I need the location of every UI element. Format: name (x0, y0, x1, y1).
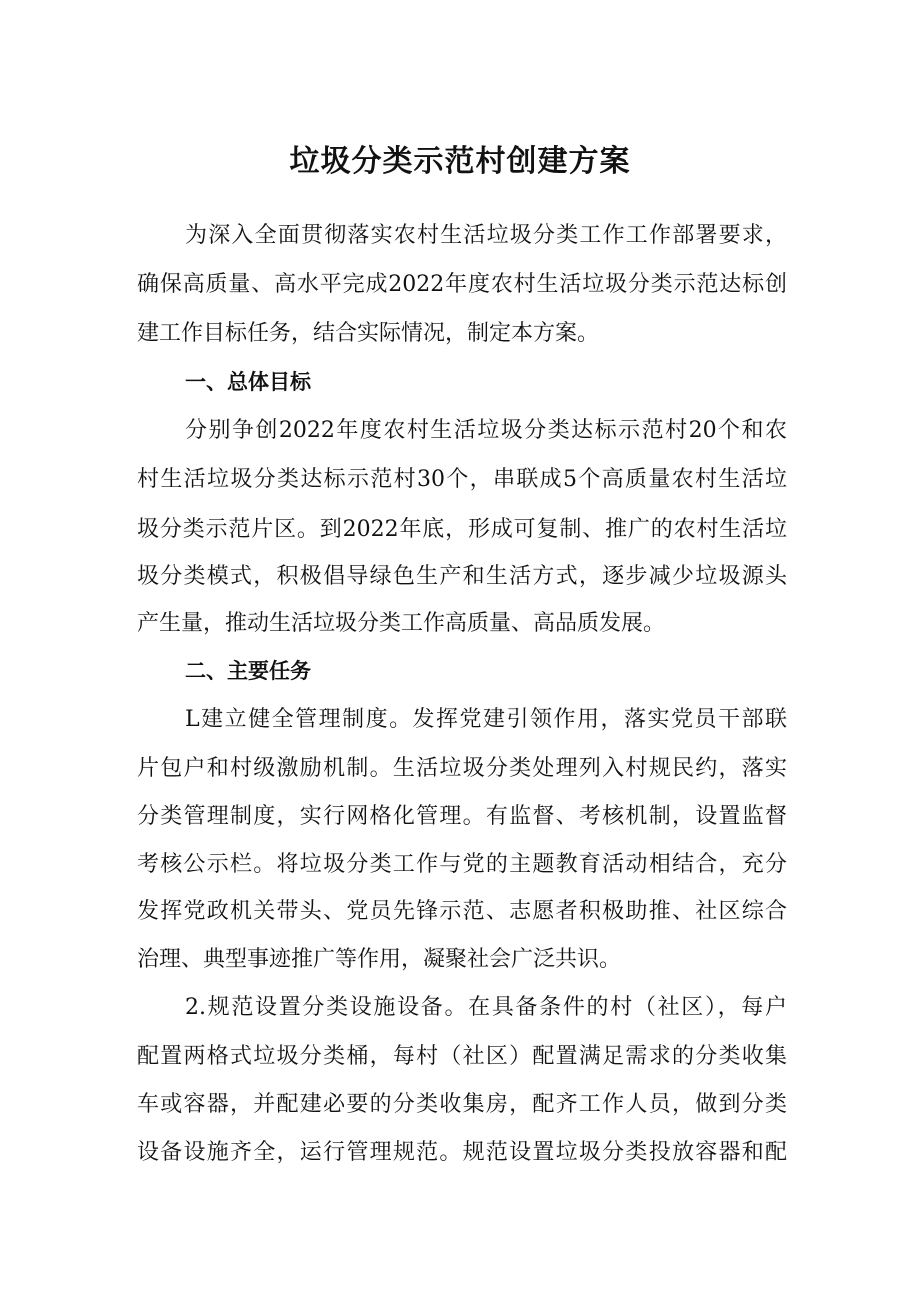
task2-line-3: 车或容器，并配建必要的分类收集房，配齐工作人员，做到分类 (137, 1092, 787, 1117)
intro-line-1: 为深入全面贯彻落实农村生活垃圾分类工作工作部署要求， (185, 223, 787, 248)
intro-line-2: 确保高质量、高水平完成2022年度农村生活垃圾分类示范达标创 (137, 272, 787, 297)
goals-line-5: 产生量，推动生活垃圾分类工作高质量、高品质发展。 (137, 611, 666, 636)
task1-line-4: 考核公示栏。将垃圾分类工作与党的主题教育活动相结合，充分 (137, 852, 787, 877)
section-heading-goals: 一、总体目标 (185, 370, 311, 394)
section-heading-tasks: 二、主要任务 (185, 659, 311, 683)
goals-line-3: 圾分类示范片区。到2022年底，形成可复制、推广的农村生活垃 (137, 517, 787, 542)
task2-line-4: 设备设施齐全，运行管理规范。规范设置垃圾分类投放容器和配 (137, 1140, 787, 1165)
task2-line-1: 2.规范设置分类设施设备。在具备条件的村（社区），每户 (185, 995, 787, 1020)
goals-line-2: 村生活垃圾分类达标示范村30个，串联成5个高质量农村生活垃 (137, 467, 787, 492)
task2-line-2: 配置两格式垃圾分类桶，每村（社区）配置满足需求的分类收集 (137, 1044, 787, 1069)
goals-line-4: 圾分类模式，积极倡导绿色生产和生活方式，逐步减少垃圾源头 (137, 564, 787, 589)
intro-line-3: 建工作目标任务，结合实际情况，制定本方案。 (137, 321, 600, 346)
document-title: 垃圾分类示范村创建方案 (289, 144, 631, 179)
task1-line-5: 发挥党政机关带头、党员先锋示范、志愿者积极助推、社区综合 (137, 899, 787, 924)
goals-line-1: 分别争创2022年度农村生活垃圾分类达标示范村20个和农 (185, 418, 787, 443)
task1-line-3: 分类管理制度，实行网格化管理。有监督、考核机制，设置监督 (137, 804, 787, 829)
task1-line-2: 片包户和村级激励机制。生活垃圾分类处理列入村规民约，落实 (137, 756, 787, 781)
task1-line-1: L建立健全管理制度。发挥党建引领作用，落实党员干部联 (185, 707, 787, 732)
task1-line-6: 治理、典型事迹推广等作用，凝聚社会广泛共识。 (137, 947, 622, 972)
